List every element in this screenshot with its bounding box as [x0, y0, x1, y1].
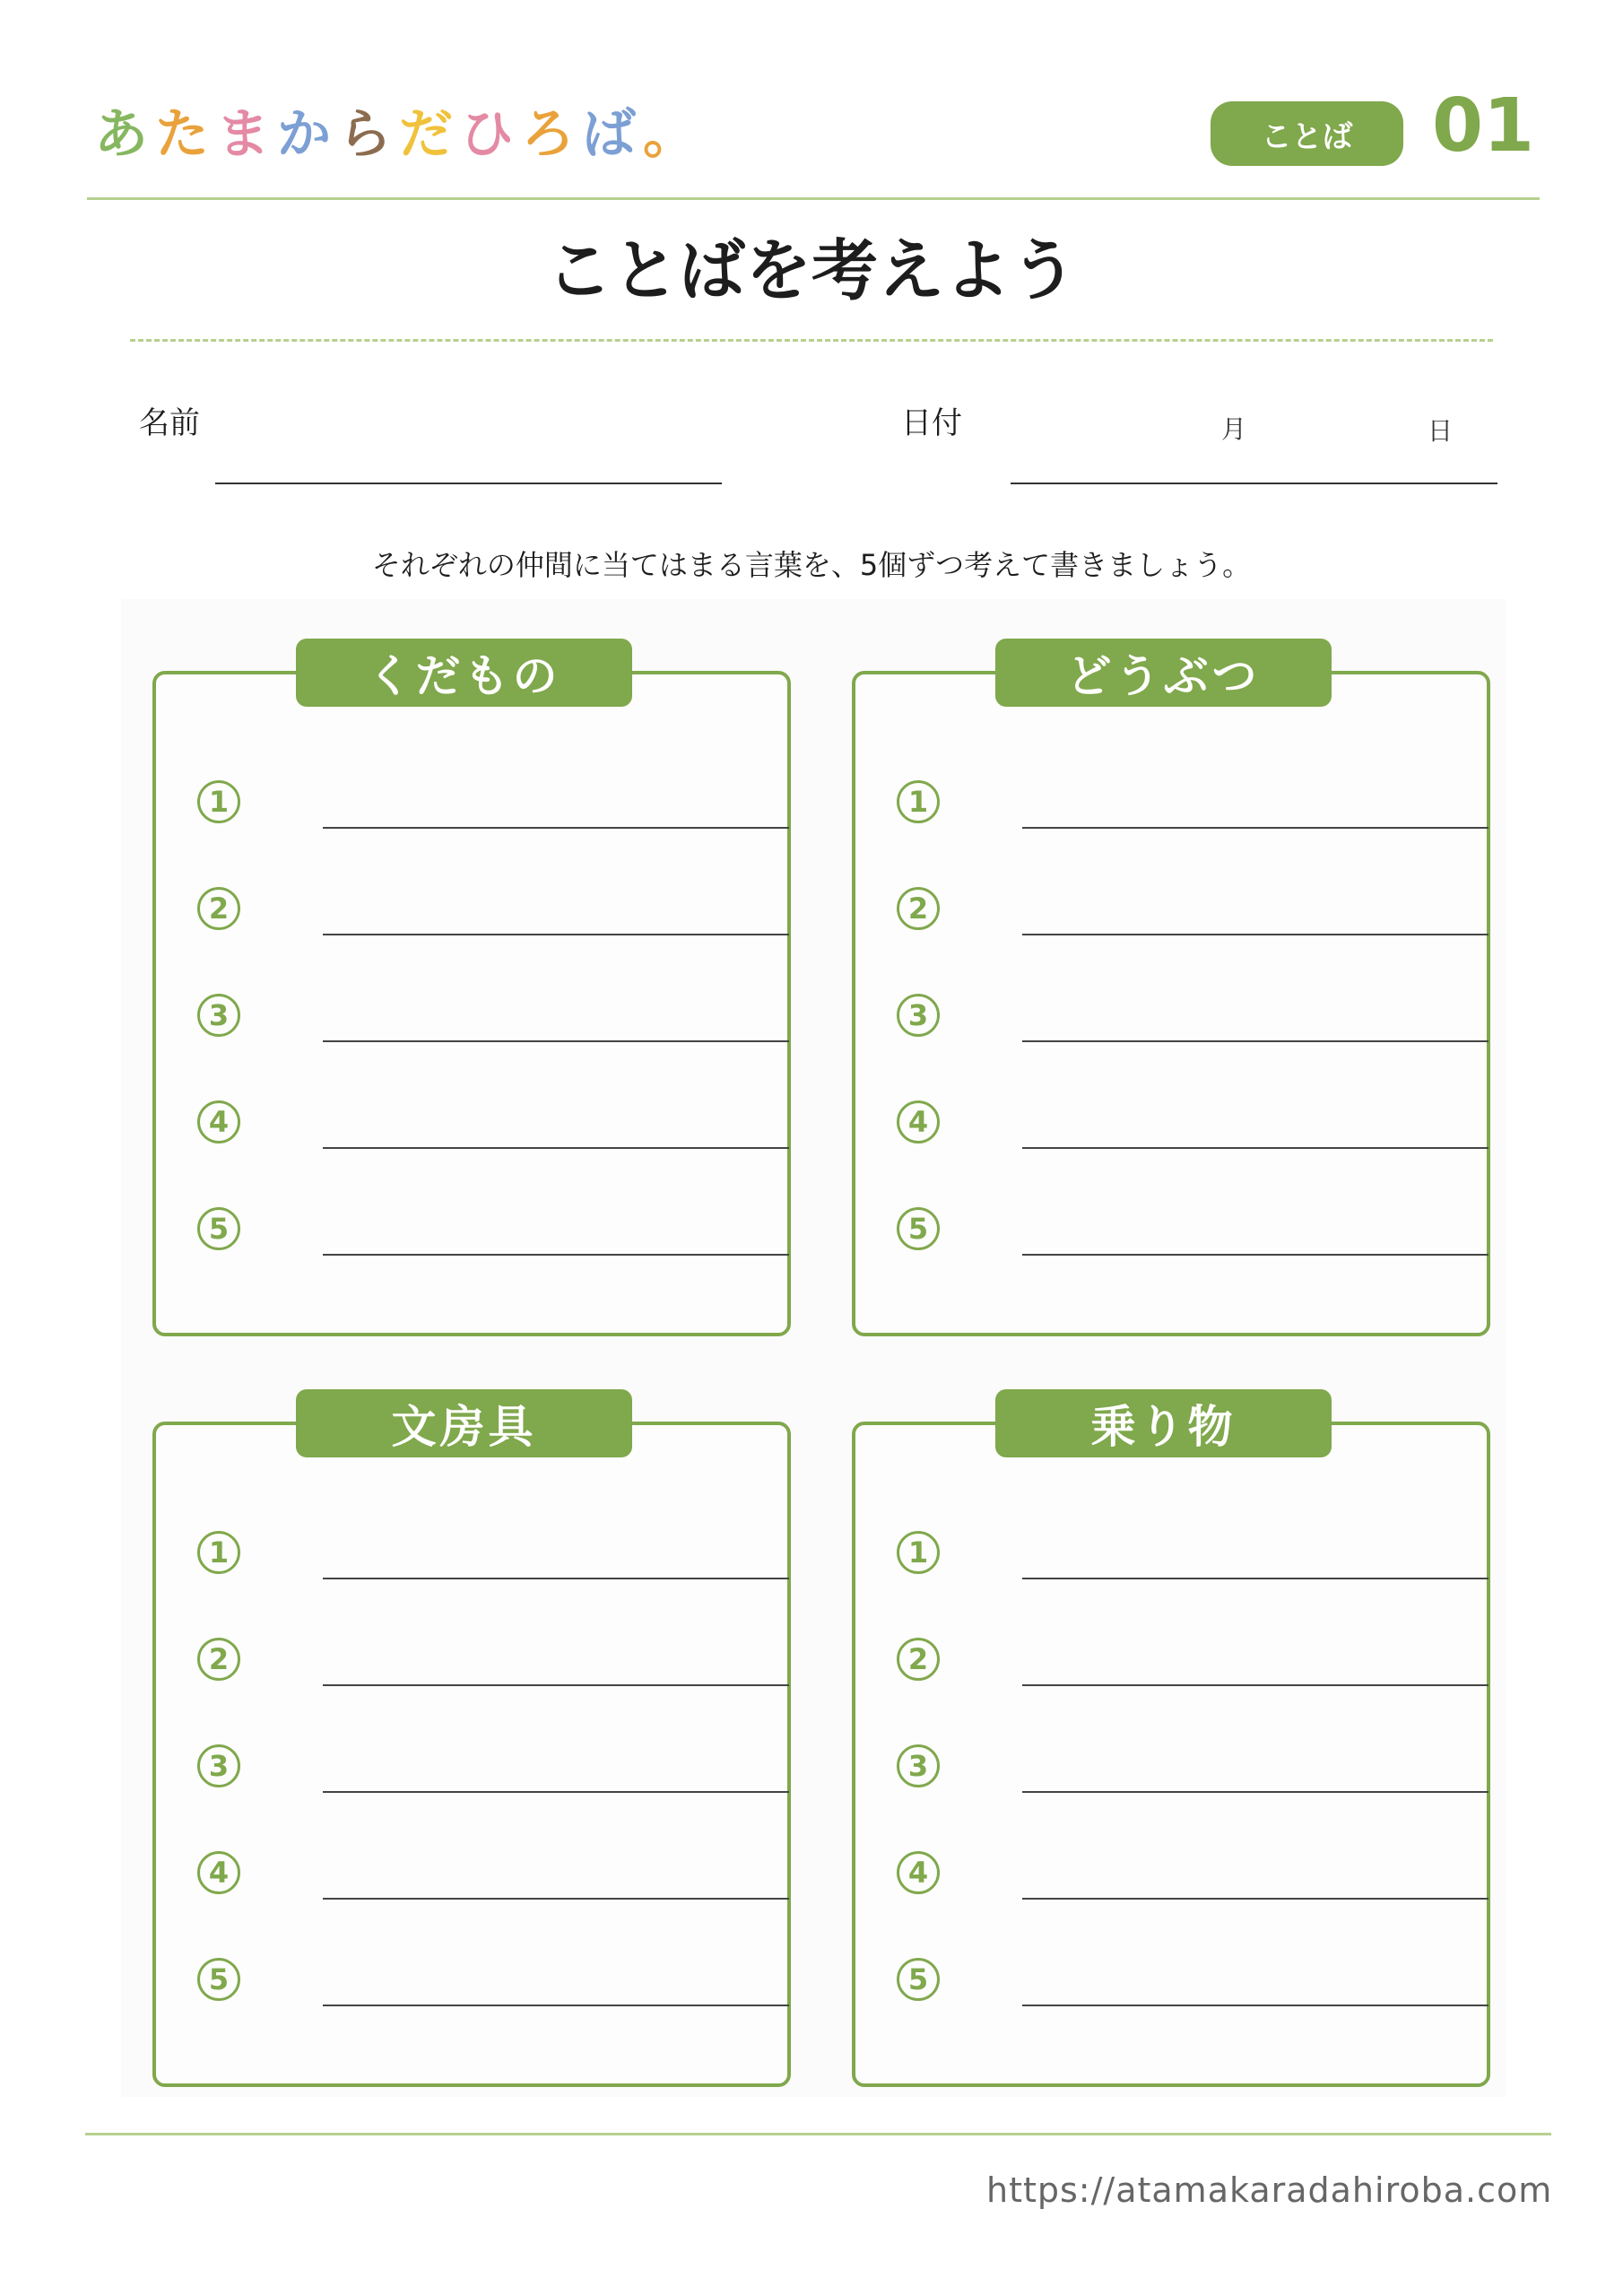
number-badge: 1 [897, 1531, 940, 1574]
answer-line[interactable] [323, 1040, 789, 1042]
category-title: 文房具 [296, 1389, 632, 1457]
answer-row [192, 880, 748, 943]
site-url[interactable]: https://atamakaradahiroba.com [986, 2170, 1553, 2210]
answer-line[interactable] [323, 1147, 789, 1149]
answer-line[interactable] [1022, 827, 1488, 829]
answer-row [891, 1093, 1447, 1156]
number-badge: 4 [197, 1100, 240, 1144]
answer-line[interactable] [1022, 1684, 1488, 1686]
answer-line[interactable] [323, 934, 789, 935]
answer-row [891, 1200, 1447, 1263]
answer-row [192, 1844, 748, 1907]
answer-row [192, 987, 748, 1049]
answer-line[interactable] [1022, 1254, 1488, 1256]
sheet-number: 01 [1432, 83, 1535, 169]
answer-row [891, 1524, 1447, 1587]
answer-line[interactable] [323, 827, 789, 829]
answer-row [891, 1737, 1447, 1800]
category-box-animals [852, 650, 1490, 1336]
number-badge: 2 [197, 887, 240, 930]
date-label: 日付 [901, 405, 962, 441]
number-badge: 5 [897, 1958, 940, 2001]
answer-row [891, 1951, 1447, 2013]
answer-line[interactable] [1022, 934, 1488, 935]
answer-line[interactable] [1022, 1578, 1488, 1579]
logo-char: ば [582, 103, 636, 166]
answer-line[interactable] [1022, 1147, 1488, 1149]
answer-row [192, 1737, 748, 1800]
number-badge: 5 [197, 1958, 240, 2001]
answer-row [192, 1200, 748, 1263]
header-divider [87, 197, 1540, 200]
answer-row [192, 773, 748, 836]
instruction-text: それぞれの仲間に当てはまる言葉を、5個ずつ考えて書きましょう。 [371, 548, 1252, 582]
category-title: くだもの [296, 639, 632, 707]
number-badge: 1 [897, 780, 940, 823]
logo-char: だ [399, 103, 453, 166]
category-title: どうぶつ [995, 639, 1332, 707]
logo-char: ま [216, 103, 270, 166]
answer-row [192, 1524, 748, 1587]
answer-line[interactable] [323, 2005, 789, 2006]
answer-line[interactable] [323, 1898, 789, 1900]
number-badge: 1 [197, 780, 240, 823]
answer-row [891, 987, 1447, 1049]
category-box-vehicles [852, 1401, 1490, 2087]
answer-row [891, 1844, 1447, 1907]
number-badge: 2 [897, 887, 940, 930]
answer-line[interactable] [1022, 2005, 1488, 2006]
category-title: 乗り物 [995, 1389, 1332, 1457]
number-badge: 2 [897, 1638, 940, 1681]
day-label: 日 [1428, 416, 1454, 446]
answer-row [192, 1951, 748, 2013]
site-logo [94, 94, 704, 175]
logo-char: ひ [460, 103, 514, 166]
number-badge: 1 [197, 1531, 240, 1574]
number-badge: 3 [197, 1744, 240, 1787]
logo-char: 。 [643, 103, 697, 166]
number-badge: 2 [197, 1638, 240, 1681]
number-badge: 5 [197, 1207, 240, 1250]
title-dashed-divider [130, 339, 1493, 342]
number-badge: 4 [897, 1851, 940, 1894]
logo-char: た [155, 103, 209, 166]
page-title: ことばを考えよう [546, 232, 1077, 309]
number-badge: 4 [197, 1851, 240, 1894]
answer-line[interactable] [1022, 1791, 1488, 1793]
name-label: 名前 [139, 405, 200, 441]
category-box-fruits [152, 650, 791, 1336]
answer-row [891, 1631, 1447, 1693]
answer-line[interactable] [323, 1684, 789, 1686]
answer-line[interactable] [323, 1791, 789, 1793]
answer-row [891, 880, 1447, 943]
answer-line[interactable] [323, 1254, 789, 1256]
category-badge: ことば [1211, 101, 1403, 166]
answer-row [891, 773, 1447, 836]
logo-char: あ [94, 103, 148, 166]
logo-char: か [277, 103, 331, 166]
number-badge: 3 [897, 1744, 940, 1787]
answer-line[interactable] [1022, 1040, 1488, 1042]
logo-char: ろ [521, 103, 575, 166]
month-label: 月 [1221, 414, 1247, 444]
answer-row [192, 1631, 748, 1693]
name-field[interactable] [215, 483, 722, 484]
answer-line[interactable] [323, 1578, 789, 1579]
number-badge: 3 [197, 994, 240, 1037]
logo-char: ら [338, 103, 392, 166]
answer-row [192, 1093, 748, 1156]
footer-divider [85, 2133, 1551, 2135]
answer-line[interactable] [1022, 1898, 1488, 1900]
number-badge: 3 [897, 994, 940, 1037]
number-badge: 4 [897, 1100, 940, 1144]
date-field[interactable] [1011, 483, 1497, 484]
category-box-stationery [152, 1401, 791, 2087]
number-badge: 5 [897, 1207, 940, 1250]
